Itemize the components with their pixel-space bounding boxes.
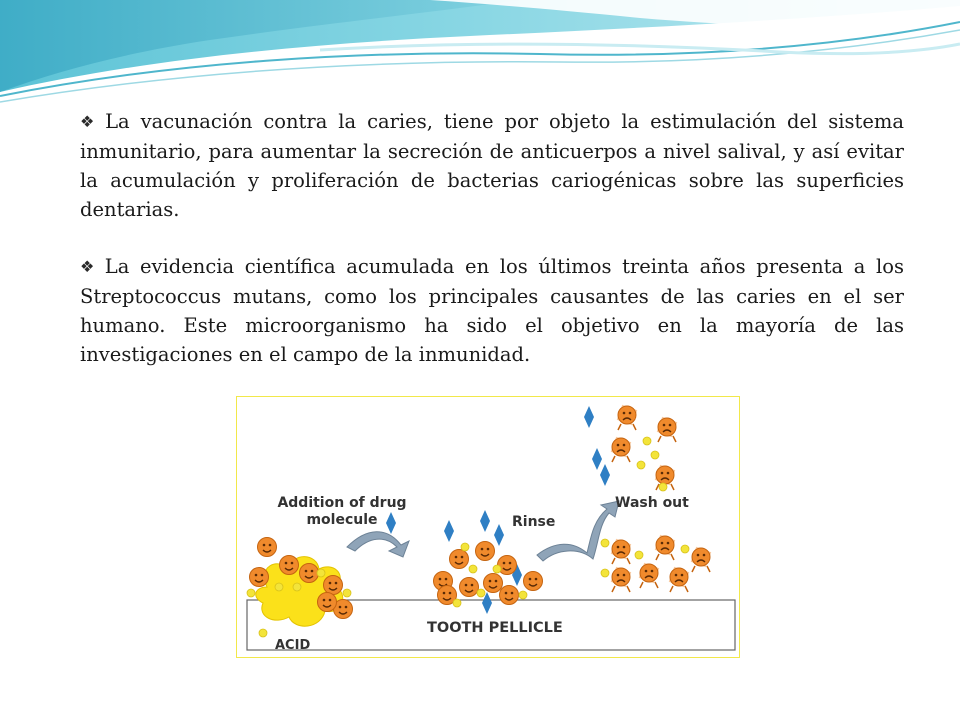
header-wave-decoration xyxy=(0,0,960,110)
paragraph-text: La evidencia científica acumulada en los últimos treinta años presenta a los Streptococcus mutans, como los principales causantes de las caries en el ser humano. Este microorganismo ha sido el objetivo en la mayoría de las investigaciones en el campo de la inmunidad. xyxy=(80,255,905,366)
caries-vaccine-diagram xyxy=(236,396,740,658)
paragraph-vaccination xyxy=(80,107,904,224)
washed-out-bacteria xyxy=(584,405,677,491)
rinse-arrow-icon xyxy=(537,501,619,561)
acid-label: ACID xyxy=(275,638,311,653)
tooth-pellicle-label: TOOTH PELLICLE xyxy=(427,620,563,636)
arrow-icon xyxy=(347,532,409,557)
diamond-bullet-icon: ❖ xyxy=(80,112,100,131)
wash-out-label: Wash out xyxy=(615,495,689,511)
addition-of-drug-label: Addition of drug molecule xyxy=(277,495,407,528)
sad-bacteria-cluster-right xyxy=(601,535,711,592)
rinse-label: Rinse xyxy=(512,514,556,530)
diamond-bullet-icon: ❖ xyxy=(80,257,99,276)
paragraph-text: La vacunación contra la caries, tiene por objeto la estimulación del sistema inmunitario, para aumentar la secreción de anticuerpos a nivel salival, y así evitar la acumulación y proliferación de bacterias cariogénicas sobre las superficies dentarias. xyxy=(80,110,905,221)
paragraph-evidence xyxy=(80,252,904,369)
